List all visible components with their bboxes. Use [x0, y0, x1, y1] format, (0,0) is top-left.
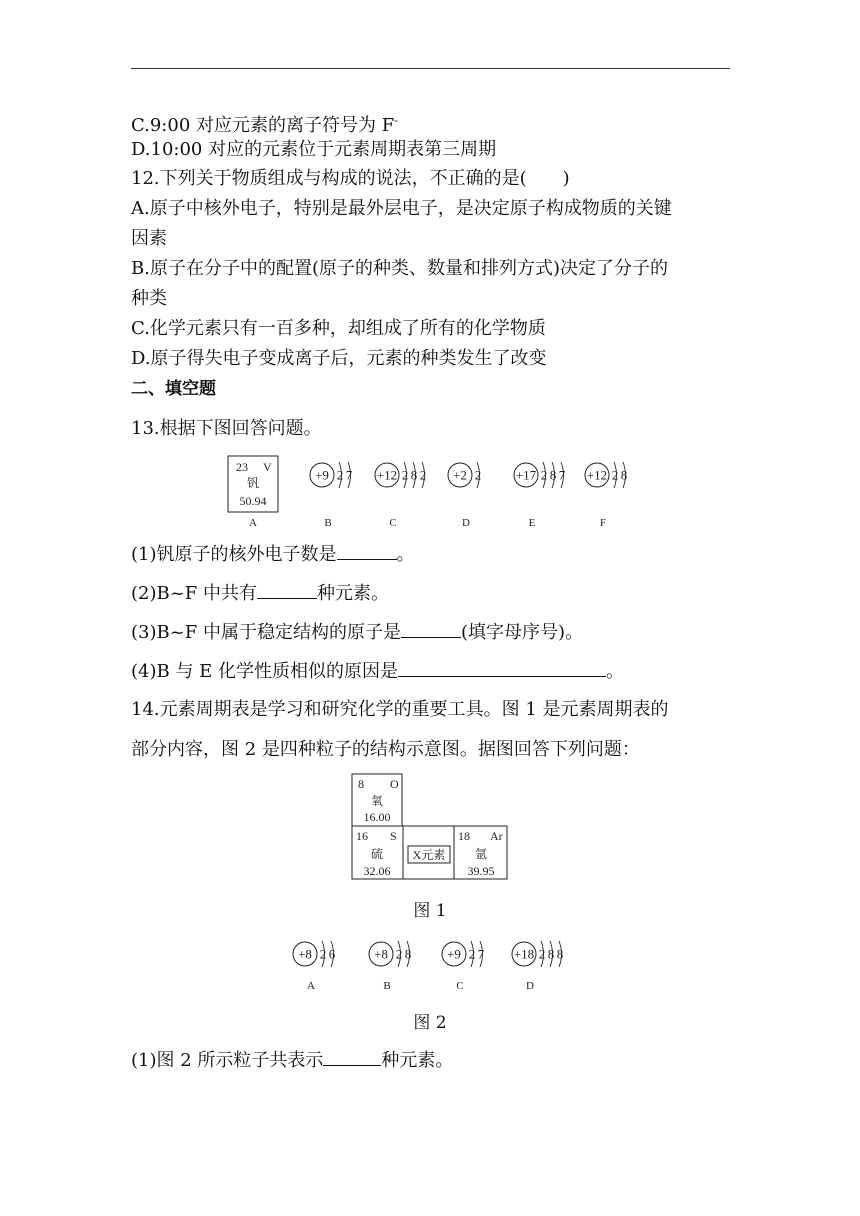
svg-text:氧: 氧	[370, 794, 384, 808]
svg-text:18: 18	[458, 829, 470, 843]
question-14-stem-line-1: 14.元素周期表是学习和研究化学的重要工具。图 1 是元素周期表的	[131, 699, 669, 720]
shell-electron-count: 2	[395, 946, 403, 962]
nucleus-charge: +12	[586, 467, 608, 483]
svg-text:Ar: Ar	[490, 829, 503, 843]
element-symbol: V	[263, 460, 272, 474]
figure-label-d: D	[462, 517, 470, 529]
figure-label-c: C	[389, 517, 397, 529]
nucleus-charge: +18	[513, 946, 535, 962]
svg-text:16.00: 16.00	[363, 810, 391, 824]
figure-1-caption: 图 1	[413, 901, 447, 921]
question-12-option-a-cont: 因素	[131, 228, 167, 249]
figure-label-b: B	[324, 517, 332, 529]
shell-electron-count: 8	[547, 946, 555, 962]
fig2-atom-d	[512, 941, 563, 992]
question-12-option-b: B.原子在分子中的配置(原子的种类、数量和排列方式)决定了分子的	[131, 258, 668, 279]
nucleus-charge: +8	[298, 946, 312, 962]
question-14-stem-line-2: 部分内容，图 2 是四种粒子的结构示意图。据图回答下列问题：	[131, 739, 640, 760]
question-13-sub-4: (4)B 与 E 化学性质相似的原因是 。	[131, 658, 624, 684]
nucleus-charge: +9	[447, 946, 461, 962]
svg-text:39.95: 39.95	[467, 864, 495, 878]
shell-electron-count: 2	[540, 467, 548, 483]
question-12-option-a: A.原子中核外电子，特别是最外层电子，是决定原子构成物质的关键	[131, 198, 672, 219]
ion-charge-superscript: -	[394, 114, 398, 127]
nucleus-charge: +12	[376, 467, 398, 483]
figure-13	[226, 452, 646, 532]
shell-electron-count: 7	[345, 467, 353, 483]
nucleus-charge: +9	[315, 467, 329, 483]
fig13-atom-f	[585, 462, 627, 529]
header-rule	[131, 68, 730, 69]
shell-electron-count: 6	[328, 946, 336, 962]
nucleus-charge: +8	[374, 946, 388, 962]
shell-electron-count: 8	[410, 467, 418, 483]
fig13-atom-b	[310, 462, 353, 529]
question-13-stem: 13.根据下图回答问题。	[131, 418, 322, 439]
shell-electron-count: 2	[319, 946, 327, 962]
fig2-atom-b	[369, 941, 411, 992]
answer-blank[interactable]	[257, 580, 317, 599]
fig13-atom-c	[375, 462, 426, 529]
fig13-atom-d	[448, 462, 481, 529]
x-element-label: X元素	[412, 848, 446, 862]
question-13-sub-1: (1)钒原子的核外电子数是 。	[131, 541, 415, 567]
element-number: 23	[236, 460, 248, 474]
question-13-sub-3: (3)B~F 中属于稳定结构的原子是 (填字母序号)。	[131, 619, 583, 645]
shell-electron-count: 8	[620, 467, 628, 483]
figure-2-particles	[285, 934, 585, 998]
figure-label-d: D	[526, 980, 534, 992]
shell-electron-count: 2	[474, 467, 482, 483]
shell-electron-count: 2	[336, 467, 344, 483]
element-card-vanadium	[228, 456, 278, 529]
nucleus-charge: +17	[515, 467, 537, 483]
answer-blank[interactable]	[398, 658, 606, 677]
shell-electron-count: 2	[401, 467, 409, 483]
svg-text:O: O	[390, 777, 399, 791]
figure-1-periodic-table	[350, 772, 512, 882]
figure-label-c: C	[456, 980, 464, 992]
svg-text:氩: 氩	[474, 847, 488, 861]
question-12-stem: 12.下列关于物质组成与构成的说法，不正确的是( )	[131, 168, 570, 189]
svg-text:16: 16	[356, 829, 368, 843]
shell-electron-count: 8	[556, 946, 564, 962]
option-c-line	[131, 109, 398, 138]
figure-label-e: E	[528, 517, 536, 529]
shell-electron-count: 2	[419, 467, 427, 483]
figure-2-caption: 图 2	[413, 1013, 447, 1033]
shell-electron-count: 2	[468, 946, 476, 962]
svg-text:32.06: 32.06	[363, 864, 391, 878]
question-12-option-b-cont: 种类	[131, 288, 167, 309]
svg-text:S: S	[390, 829, 397, 843]
fig2-atom-c	[442, 941, 485, 992]
svg-text:8: 8	[358, 777, 364, 791]
element-name: 钒	[246, 476, 260, 490]
figure-label-a: A	[249, 517, 257, 529]
figure-label-f: F	[599, 517, 607, 529]
option-d-line: D.10:00 对应的元素位于元素周期表第三周期	[131, 139, 497, 160]
question-14-sub-1: (1)图 2 所示粒子共表示 种元素。	[131, 1047, 453, 1073]
shell-electron-count: 2	[611, 467, 619, 483]
figure-label-a: A	[307, 980, 315, 992]
answer-blank[interactable]	[337, 541, 397, 560]
shell-electron-count: 2	[538, 946, 546, 962]
element-mass: 50.94	[239, 494, 267, 508]
fig13-atom-e	[514, 462, 566, 529]
svg-text:硫: 硫	[370, 847, 384, 861]
figure-label-b: B	[383, 980, 391, 992]
question-13-sub-2: (2)B~F 中共有 种元素。	[131, 580, 389, 606]
shell-electron-count: 8	[404, 946, 412, 962]
fig2-atom-a	[293, 941, 336, 992]
section-heading-fill-in: 二、填空题	[131, 379, 216, 399]
option-c-text: C.9:00 对应元素的离子符号为 F	[131, 115, 395, 136]
question-12-option-c: C.化学元素只有一百多种，却组成了所有的化学物质	[131, 318, 546, 339]
shell-electron-count: 7	[477, 946, 485, 962]
answer-blank[interactable]	[323, 1047, 381, 1066]
shell-electron-count: 7	[558, 467, 566, 483]
nucleus-charge: +2	[453, 467, 467, 483]
shell-electron-count: 8	[549, 467, 557, 483]
answer-blank[interactable]	[401, 619, 461, 638]
question-12-option-d: D.原子得失电子变成离子后，元素的种类发生了改变	[131, 348, 547, 369]
